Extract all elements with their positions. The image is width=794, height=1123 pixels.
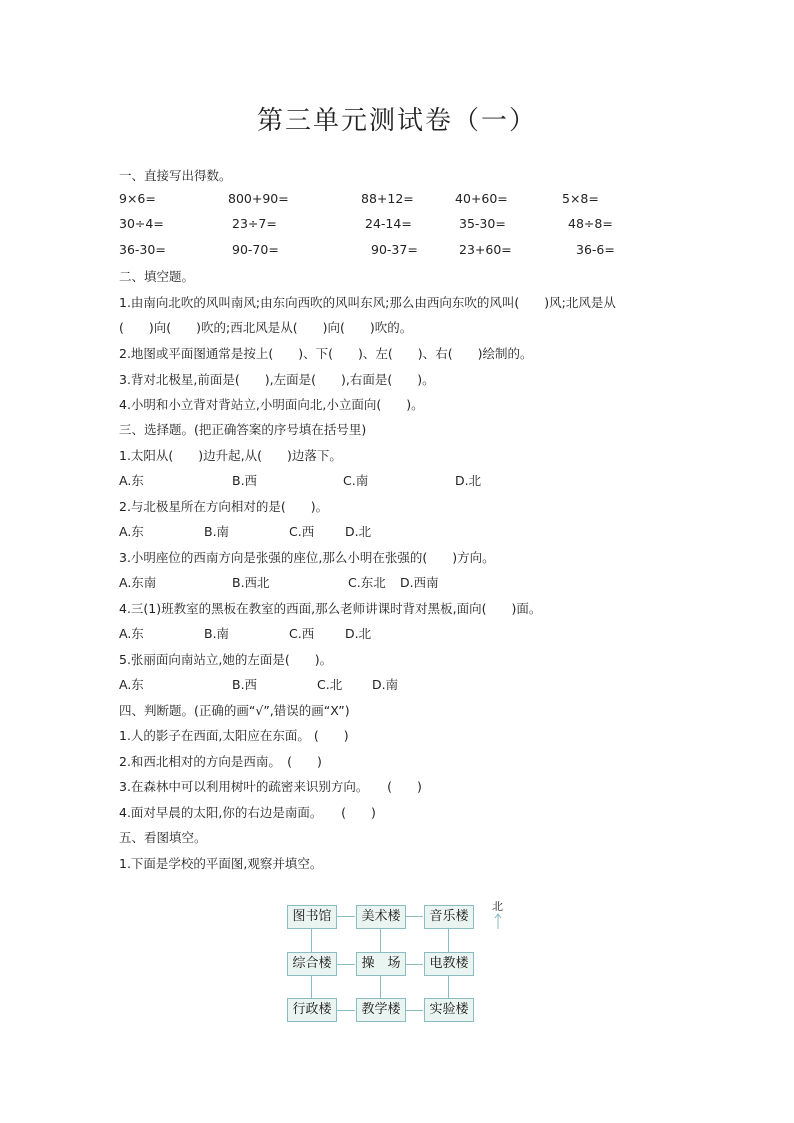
calc-item: 30÷4= (119, 216, 164, 231)
calc-item: 23+60= (459, 242, 512, 257)
map-node-library: 图书馆 (287, 905, 337, 929)
question-text: 1.下面是学校的平面图,观察并填空。 (119, 856, 323, 871)
question-text: 3.背对北极星,前面是( ),左面是( ),右面是( )。 (119, 372, 435, 387)
page-title: 第三单元测试卷（一） (256, 106, 537, 136)
option: D.西南 (400, 575, 439, 590)
option: A.东 (119, 677, 144, 692)
calc-item: 24-14= (365, 216, 412, 231)
calc-item: 5×8= (562, 191, 599, 206)
calc-item: 36-6= (576, 242, 615, 257)
option: D.南 (372, 677, 399, 692)
section-1-heading: 一、直接写出得数。 (119, 168, 232, 183)
map-connector (380, 928, 381, 952)
map-connector (336, 964, 355, 965)
calc-item: 23÷7= (232, 216, 277, 231)
question-text: ( )向( )吹的;西北风是从( )向( )吹的。 (119, 320, 413, 335)
map-node-admin-building: 行政楼 (287, 998, 337, 1022)
option: C.西 (289, 524, 315, 539)
map-connector (336, 916, 355, 917)
calc-item: 90-70= (232, 242, 279, 257)
option: D.北 (455, 473, 482, 488)
map-connector (448, 928, 449, 952)
map-node-music-building: 音乐楼 (424, 905, 474, 929)
map-node-av-building: 电教楼 (424, 952, 474, 976)
map-connector (406, 964, 423, 965)
option: A.东 (119, 626, 144, 641)
calc-item: 36-30= (119, 242, 166, 257)
calc-item: 88+12= (361, 191, 414, 206)
question-text: 2.和西北相对的方向是西南。 ( ) (119, 754, 322, 769)
question-text: 1.由南向北吹的风叫南风;由东向西吹的风叫东风;那么由西向东吹的风叫( )风;北风是从 (119, 295, 616, 310)
school-map (285, 898, 515, 1028)
section-4-heading: 四、判断题。(正确的画“√”,错误的画“X”) (119, 703, 350, 718)
calc-item: 800+90= (228, 191, 289, 206)
option: C.西 (289, 626, 315, 641)
map-connector (406, 1010, 423, 1011)
option: C.东北 (348, 575, 386, 590)
option: B.南 (204, 524, 230, 539)
map-node-lab-building: 实验楼 (424, 998, 474, 1022)
question-text: 5.张丽面向南站立,她的左面是( )。 (119, 652, 333, 667)
option: A.东 (119, 473, 144, 488)
calc-item: 40+60= (455, 191, 508, 206)
option: B.西 (232, 473, 258, 488)
map-node-teaching-building: 教学楼 (356, 998, 406, 1022)
section-5-heading: 五、看图填空。 (119, 830, 207, 845)
question-text: 1.太阳从( )边升起,从( )边落下。 (119, 448, 342, 463)
calc-item: 90-37= (371, 242, 418, 257)
question-text: 4.小明和小立背对背站立,小明面向北,小立面向( )。 (119, 397, 424, 412)
section-2-heading: 二、填空题。 (119, 269, 195, 284)
option: A.东 (119, 524, 144, 539)
north-arrow-icon (494, 912, 502, 930)
map-connector (311, 976, 312, 998)
question-text: 3.小明座位的西南方向是张强的座位,那么小明在张强的( )方向。 (119, 550, 495, 565)
option: B.南 (204, 626, 230, 641)
option: B.西北 (232, 575, 270, 590)
question-text: 1.人的影子在西面,太阳应在东面。 ( ) (119, 728, 349, 743)
question-text: 4.三(1)班教室的黑板在教室的西面,那么老师讲课时背对黑板,面向( )面。 (119, 601, 542, 616)
map-connector (380, 976, 381, 998)
option: D.北 (345, 626, 372, 641)
question-text: 4.面对早晨的太阳,你的右边是南面。 ( ) (119, 805, 376, 820)
option: B.西 (232, 677, 258, 692)
map-node-art-building: 美术楼 (356, 905, 406, 929)
option: D.北 (345, 524, 372, 539)
calc-item: 9×6= (119, 191, 156, 206)
map-connector (336, 1010, 355, 1011)
map-connector (311, 928, 312, 952)
calc-item: 35-30= (459, 216, 506, 231)
north-label: 北 (492, 900, 503, 913)
map-node-general-building: 综合楼 (287, 952, 337, 976)
question-text: 3.在森林中可以利用树叶的疏密来识别方向。 ( ) (119, 779, 422, 794)
map-connector (448, 976, 449, 998)
section-3-heading: 三、选择题。(把正确答案的序号填在括号里) (119, 422, 367, 437)
option: C.南 (343, 473, 369, 488)
question-text: 2.与北极星所在方向相对的是( )。 (119, 499, 329, 514)
question-text: 2.地图或平面图通常是按上( )、下( )、左( )、右( )绘制的。 (119, 346, 533, 361)
map-node-playground: 操 场 (356, 952, 406, 976)
calc-item: 48÷8= (568, 216, 613, 231)
option: A.东南 (119, 575, 157, 590)
map-connector (406, 916, 423, 917)
option: C.北 (317, 677, 343, 692)
